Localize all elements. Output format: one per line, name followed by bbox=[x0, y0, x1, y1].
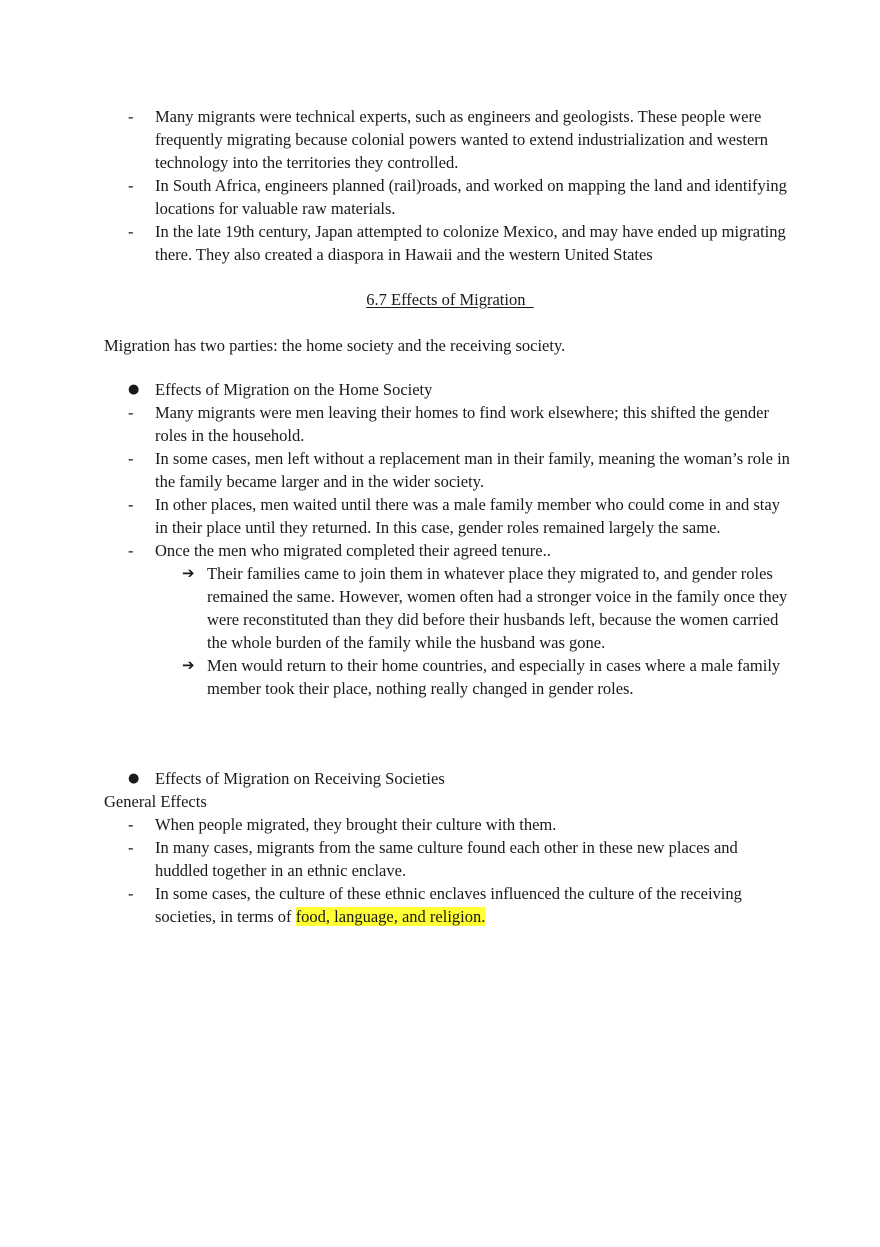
dash-marker: - bbox=[128, 884, 134, 903]
list-item-text: In some cases, men left without a replacement man in their family, meaning the woman’s role in the family became larger and in the wider society. bbox=[155, 449, 790, 491]
dash-marker: - bbox=[128, 495, 134, 514]
list-item bbox=[104, 105, 794, 174]
bullet-icon: ● bbox=[128, 771, 140, 786]
receiving-society-title: Effects of Migration on Receiving Societies bbox=[155, 769, 445, 788]
list-item-text: When people migrated, they brought their culture with them. bbox=[155, 815, 557, 834]
receiving-society-heading bbox=[104, 767, 794, 790]
list-item-text: Many migrants were men leaving their homes to find work elsewhere; this shifted the gender roles in the household. bbox=[155, 403, 769, 445]
list-item-text: In many cases, migrants from the same culture found each other in these new places and huddled together in an ethnic enclave. bbox=[155, 838, 738, 880]
general-effects-subheading: General Effects bbox=[104, 792, 207, 811]
list-item bbox=[104, 539, 794, 562]
arrow-right-icon: ➔ bbox=[182, 564, 195, 582]
sub-list-item-text: Men would return to their home countries, and especially in cases where a male family member took their place, nothing really changed in gender roles. bbox=[207, 656, 781, 698]
section-heading-text: 6.7 Effects of Migration bbox=[366, 290, 534, 309]
list-item-text: Once the men who migrated completed their agreed tenure.. bbox=[155, 541, 551, 560]
sub-list-item bbox=[104, 654, 794, 700]
home-society-section bbox=[104, 378, 794, 700]
bullet-icon: ● bbox=[128, 382, 140, 397]
dash-marker: - bbox=[128, 815, 134, 834]
section-heading bbox=[0, 288, 880, 311]
dash-marker: - bbox=[128, 403, 134, 422]
dash-marker: - bbox=[128, 838, 134, 857]
list-item-text: Many migrants were technical experts, such as engineers and geologists. These people were frequently migrating because colonial powers wanted to extend industrialization and western technology into the territories they controlled. bbox=[155, 107, 769, 172]
list-item bbox=[104, 220, 794, 266]
list-item bbox=[104, 401, 794, 447]
list-item bbox=[104, 493, 794, 539]
dash-marker: - bbox=[128, 107, 134, 126]
home-society-heading bbox=[104, 378, 794, 401]
list-item-text: In some cases, the culture of these ethnic enclaves influenced the culture of the receiving societies, in terms of bbox=[155, 884, 742, 926]
sub-list-item-text: Their families came to join them in whatever place they migrated to, and gender roles remained the same. However, women often had a stronger voice in the family once they were reconstituted than they did before their husbands left, because the women carried the whole burden of the family while the husband was gone. bbox=[207, 564, 788, 652]
receiving-society-section bbox=[104, 767, 794, 928]
list-item bbox=[104, 836, 794, 882]
list-item-text: In the late 19th century, Japan attempted to colonize Mexico, and may have ended up migrating there. They also created a diaspora in Hawaii and the western United States bbox=[155, 222, 786, 264]
list-item bbox=[104, 447, 794, 493]
sub-list-item bbox=[104, 562, 794, 654]
list-item bbox=[104, 174, 794, 220]
intro-paragraph: Migration has two parties: the home society and the receiving society. bbox=[104, 336, 566, 355]
list-item bbox=[104, 882, 794, 928]
dash-marker: - bbox=[128, 222, 134, 241]
home-society-title: Effects of Migration on the Home Society bbox=[155, 380, 433, 399]
dash-marker: - bbox=[128, 541, 134, 560]
highlighted-text: food, language, and religion. bbox=[295, 907, 486, 926]
list-item bbox=[104, 813, 794, 836]
list-item-text: In South Africa, engineers planned (rail)roads, and worked on mapping the land and identifying locations for valuable raw materials. bbox=[155, 176, 787, 218]
top-list bbox=[104, 105, 794, 266]
arrow-right-icon: ➔ bbox=[182, 656, 195, 674]
list-item-text: In other places, men waited until there was a male family member who could come in and stay in their place until they returned. In this case, gender roles remained largely the same. bbox=[155, 495, 780, 537]
dash-marker: - bbox=[128, 449, 134, 468]
dash-marker: - bbox=[128, 176, 134, 195]
